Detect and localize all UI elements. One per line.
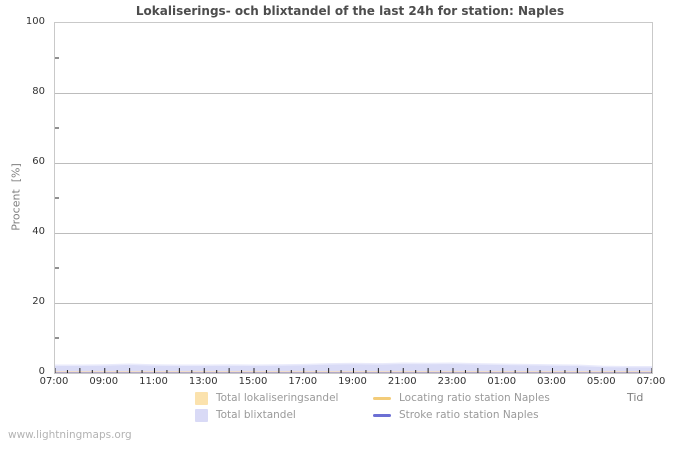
- legend-item-stroke-ratio-station: [373, 408, 550, 422]
- x-tick-label: 17:00: [288, 376, 318, 387]
- legend-swatch-0: [195, 392, 208, 405]
- x-tick-label: 05:00: [586, 376, 616, 387]
- y-tick-label: 40: [32, 226, 45, 237]
- x-axis-title: Tid: [627, 391, 644, 404]
- legend-label: Locating ratio station Naples: [399, 392, 550, 404]
- x-tick-label: 15:00: [238, 376, 268, 387]
- x-tick-label: 19:00: [338, 376, 367, 387]
- watermark-url: www.lightningmaps.org: [8, 429, 132, 441]
- y-axis-tick-labels: [0, 16, 49, 377]
- legend-label: Total blixtandel: [216, 409, 296, 421]
- x-tick-label: 03:00: [537, 376, 566, 387]
- legend-item-total-blixtandel: [195, 408, 345, 422]
- y-tick-label: 80: [32, 86, 45, 97]
- y-tick-label: 0: [38, 366, 45, 377]
- chart-legend: [195, 391, 550, 422]
- x-axis-tick-labels: [39, 376, 666, 389]
- chart-title: Lokaliserings- och blixtandel of the last 24h for station: Naples: [135, 4, 565, 18]
- y-axis-title: Procent [%]: [9, 163, 23, 231]
- x-tick-label: 23:00: [437, 376, 467, 387]
- plot-canvas: [55, 23, 652, 373]
- legend-swatch-2: [195, 409, 208, 422]
- x-tick-label: 07:00: [39, 376, 69, 387]
- x-tick-label: 09:00: [89, 376, 119, 387]
- legend-swatch-1: [373, 397, 391, 400]
- y-tick-label: 20: [32, 296, 45, 307]
- x-tick-label: 11:00: [139, 376, 168, 387]
- y-tick-label: 100: [25, 16, 45, 27]
- x-tick-label: 21:00: [387, 376, 417, 387]
- x-tick-label: 07:00: [636, 376, 666, 387]
- legend-item-total-lokaliseringsandel: [195, 391, 345, 405]
- legend-swatch-3: [373, 414, 391, 417]
- x-tick-label: 01:00: [487, 376, 517, 387]
- legend-label: Total lokaliseringsandel: [216, 392, 339, 404]
- plot-area: [54, 22, 653, 374]
- x-tick-label: 13:00: [188, 376, 218, 387]
- legend-item-locating-ratio-station: [373, 391, 550, 405]
- y-tick-label: 60: [32, 156, 45, 167]
- legend-label: Stroke ratio station Naples: [399, 409, 539, 421]
